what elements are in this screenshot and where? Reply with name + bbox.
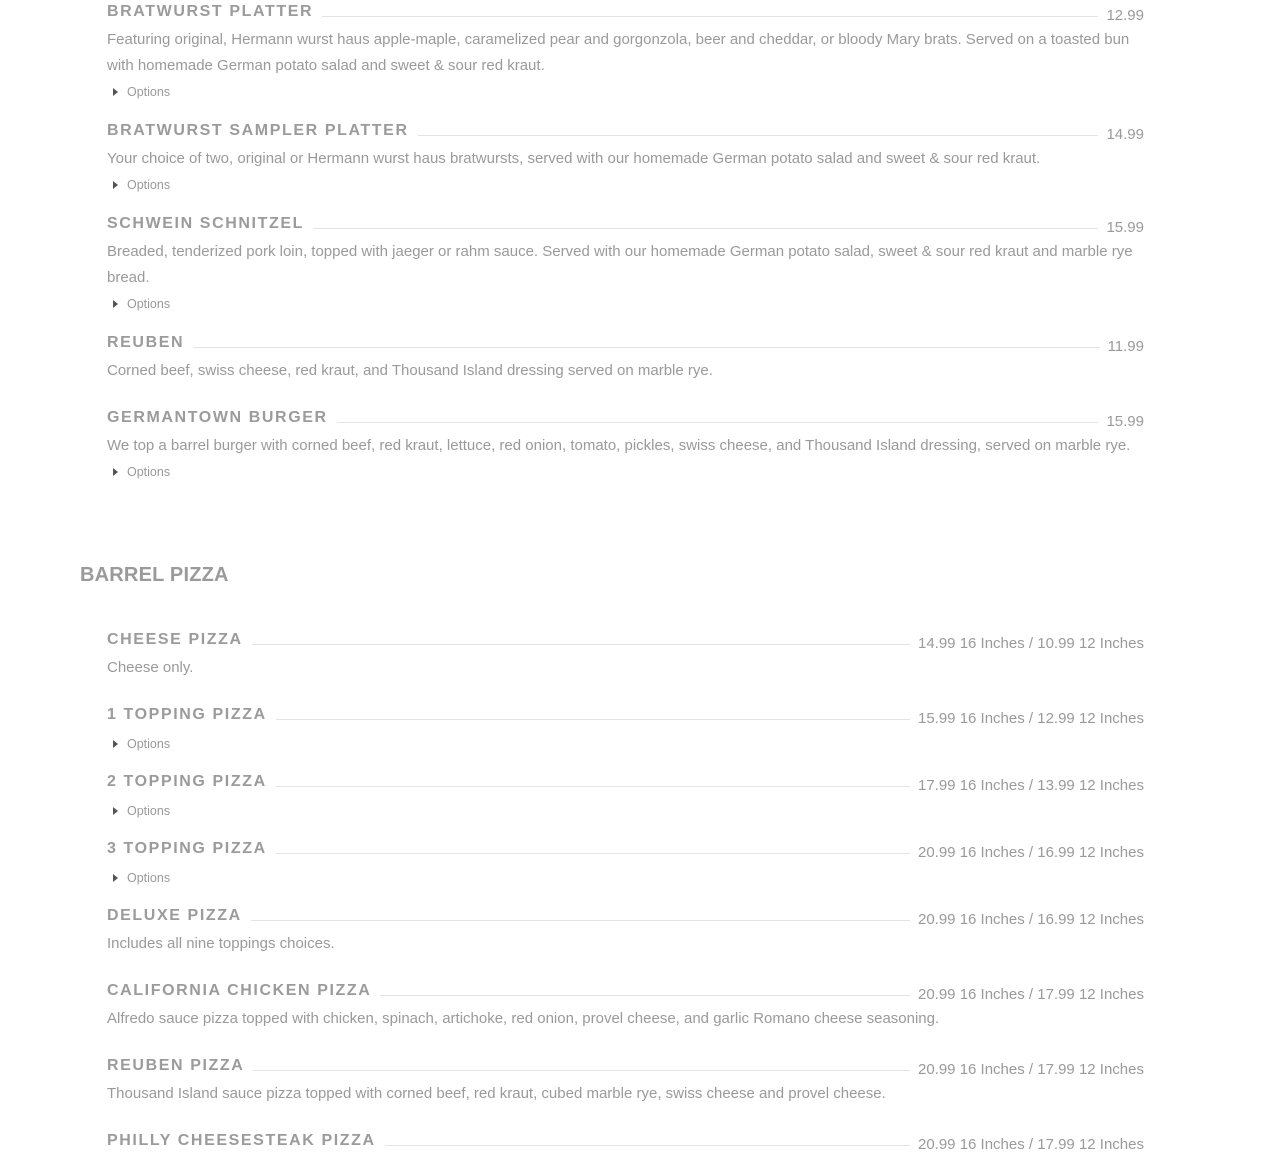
dotted-leader xyxy=(385,1145,910,1146)
menu-item-header xyxy=(107,1129,1144,1153)
menu-item-price: 15.99 xyxy=(1106,412,1144,430)
caret-right-icon xyxy=(113,300,118,308)
dotted-leader xyxy=(313,228,1098,229)
dotted-leader xyxy=(418,135,1099,136)
dotted-leader xyxy=(276,786,910,787)
caret-right-icon xyxy=(113,874,118,882)
dotted-leader xyxy=(380,995,910,996)
menu-item xyxy=(107,979,1144,1032)
menu-item-name[interactable]: PHILLY CHEESESTEAK PIZZA xyxy=(107,1132,376,1149)
menu-item-header xyxy=(107,212,1144,236)
menu-item-description: Featuring original, Hermann wurst haus apple-maple, caramelized pear and gorgonzola, beer and cheddar, or bloody Mary brats. Served on a toasted bun with homemade German potato salad and sweet & sour red kraut. xyxy=(107,31,1130,74)
menu-item-description: Thousand Island sauce pizza topped with corned beef, red kraut, cubed marble rye, swiss cheese and provel cheese. xyxy=(107,1085,886,1102)
options-label: Options xyxy=(127,871,171,885)
menu-item xyxy=(107,837,1144,890)
menu-item-price: 14.99 xyxy=(1106,125,1144,143)
menu-item-name[interactable]: DELUXE PIZZA xyxy=(107,907,242,924)
menu-item-header xyxy=(107,979,1144,1003)
options-toggle[interactable] xyxy=(107,292,1144,316)
menu-item-name[interactable]: CHEESE PIZZA xyxy=(107,631,243,648)
options-toggle[interactable] xyxy=(107,799,1144,823)
menu-item-price: 20.99 16 Inches / 17.99 12 Inches xyxy=(917,1135,1144,1153)
menu-item-name[interactable]: BRATWURST PLATTER xyxy=(107,3,314,20)
menu-item-price: 15.99 16 Inches / 12.99 12 Inches xyxy=(917,709,1144,727)
menu-item-header xyxy=(107,770,1144,794)
menu-item xyxy=(107,331,1144,384)
options-label: Options xyxy=(127,297,171,311)
menu-item xyxy=(107,1054,1144,1107)
menu-item-price: 11.99 xyxy=(1107,337,1144,355)
dotted-leader xyxy=(276,719,910,720)
dotted-leader xyxy=(322,16,1098,17)
menu-item-description: Includes all nine toppings choices. xyxy=(107,935,335,952)
options-label: Options xyxy=(127,737,171,751)
options-label: Options xyxy=(127,804,171,818)
menu-item-header xyxy=(107,406,1144,430)
menu-item-header xyxy=(107,628,1144,652)
menu-item xyxy=(107,1129,1144,1153)
dotted-leader xyxy=(253,1070,910,1071)
menu-item-description: Your choice of two, original or Hermann wurst haus bratwursts, served with our homemade German potato salad and sweet & sour red kraut. xyxy=(107,150,1041,167)
menu-item-price: 20.99 16 Inches / 16.99 12 Inches xyxy=(917,843,1144,861)
menu-item-header xyxy=(107,837,1144,861)
menu-item-header xyxy=(107,904,1144,928)
options-toggle[interactable] xyxy=(107,460,1144,484)
menu-item-description: Breaded, tenderized pork loin, topped with jaeger or rahm sauce. Served with our homemade German potato salad, sweet & sour red kraut and marble rye bread. xyxy=(107,243,1133,286)
menu-item-description: Corned beef, swiss cheese, red kraut, and Thousand Island dressing served on marble rye. xyxy=(107,362,713,379)
menu-item-name[interactable]: BRATWURST SAMPLER PLATTER xyxy=(107,122,409,139)
menu-item-description: Alfredo sauce pizza topped with chicken, spinach, artichoke, red onion, provel cheese, and garlic Romano cheese seasoning. xyxy=(107,1010,940,1027)
menu-item-name[interactable]: 1 TOPPING PIZZA xyxy=(107,706,267,723)
menu-item xyxy=(107,119,1144,197)
menu-item-name[interactable]: REUBEN PIZZA xyxy=(107,1057,245,1074)
options-label: Options xyxy=(127,85,171,99)
menu-item-price: 14.99 16 Inches / 10.99 12 Inches xyxy=(917,634,1144,652)
caret-right-icon xyxy=(113,88,118,96)
dotted-leader xyxy=(193,347,1099,348)
options-toggle[interactable] xyxy=(107,866,1144,890)
menu-item-description: We top a barrel burger with corned beef, red kraut, lettuce, red onion, tomato, pickles, swiss cheese, and Thousand Island dressing, served on marble rye. xyxy=(107,437,1131,454)
menu-item-header xyxy=(107,0,1144,24)
menu-item-price: 20.99 16 Inches / 17.99 12 Inches xyxy=(917,1060,1144,1078)
menu-item xyxy=(107,703,1144,756)
dotted-leader xyxy=(276,853,910,854)
menu-item-header xyxy=(107,119,1144,143)
menu-item-price: 17.99 16 Inches / 13.99 12 Inches xyxy=(917,776,1144,794)
caret-right-icon xyxy=(113,740,118,748)
caret-right-icon xyxy=(113,468,118,476)
caret-right-icon xyxy=(113,807,118,815)
options-toggle[interactable] xyxy=(107,732,1144,756)
options-toggle[interactable] xyxy=(107,173,1144,197)
caret-right-icon xyxy=(113,181,118,189)
menu-item xyxy=(107,628,1144,681)
menu-item xyxy=(107,0,1144,104)
menu-item xyxy=(107,904,1144,957)
menu-item-price: 12.99 xyxy=(1106,6,1144,24)
menu-item-price: 20.99 16 Inches / 16.99 12 Inches xyxy=(917,910,1144,928)
menu-item xyxy=(107,212,1144,316)
menu-item-price: 15.99 xyxy=(1106,218,1144,236)
menu-item-header xyxy=(107,1054,1144,1078)
options-toggle[interactable] xyxy=(107,80,1144,104)
menu-item-name[interactable]: CALIFORNIA CHICKEN PIZZA xyxy=(107,982,372,999)
menu-item-name[interactable]: GERMANTOWN BURGER xyxy=(107,409,328,426)
menu-item-price: 20.99 16 Inches / 17.99 12 Inches xyxy=(917,985,1144,1003)
menu-item-header xyxy=(107,703,1144,727)
menu-item-header xyxy=(107,331,1144,355)
menu-item-name[interactable]: SCHWEIN SCHNITZEL xyxy=(107,215,304,232)
menu-item-name[interactable]: 2 TOPPING PIZZA xyxy=(107,773,267,790)
menu-item-name[interactable]: REUBEN xyxy=(107,334,185,351)
options-label: Options xyxy=(127,465,171,479)
dotted-leader xyxy=(337,422,1099,423)
options-label: Options xyxy=(127,178,171,192)
menu-item-name[interactable]: 3 TOPPING PIZZA xyxy=(107,840,267,857)
menu-item-description: Cheese only. xyxy=(107,659,194,676)
dotted-leader xyxy=(252,644,910,645)
menu-item xyxy=(107,406,1144,484)
menu-item xyxy=(107,770,1144,823)
dotted-leader xyxy=(251,920,910,921)
section-title: BARREL PIZZA xyxy=(80,564,229,586)
